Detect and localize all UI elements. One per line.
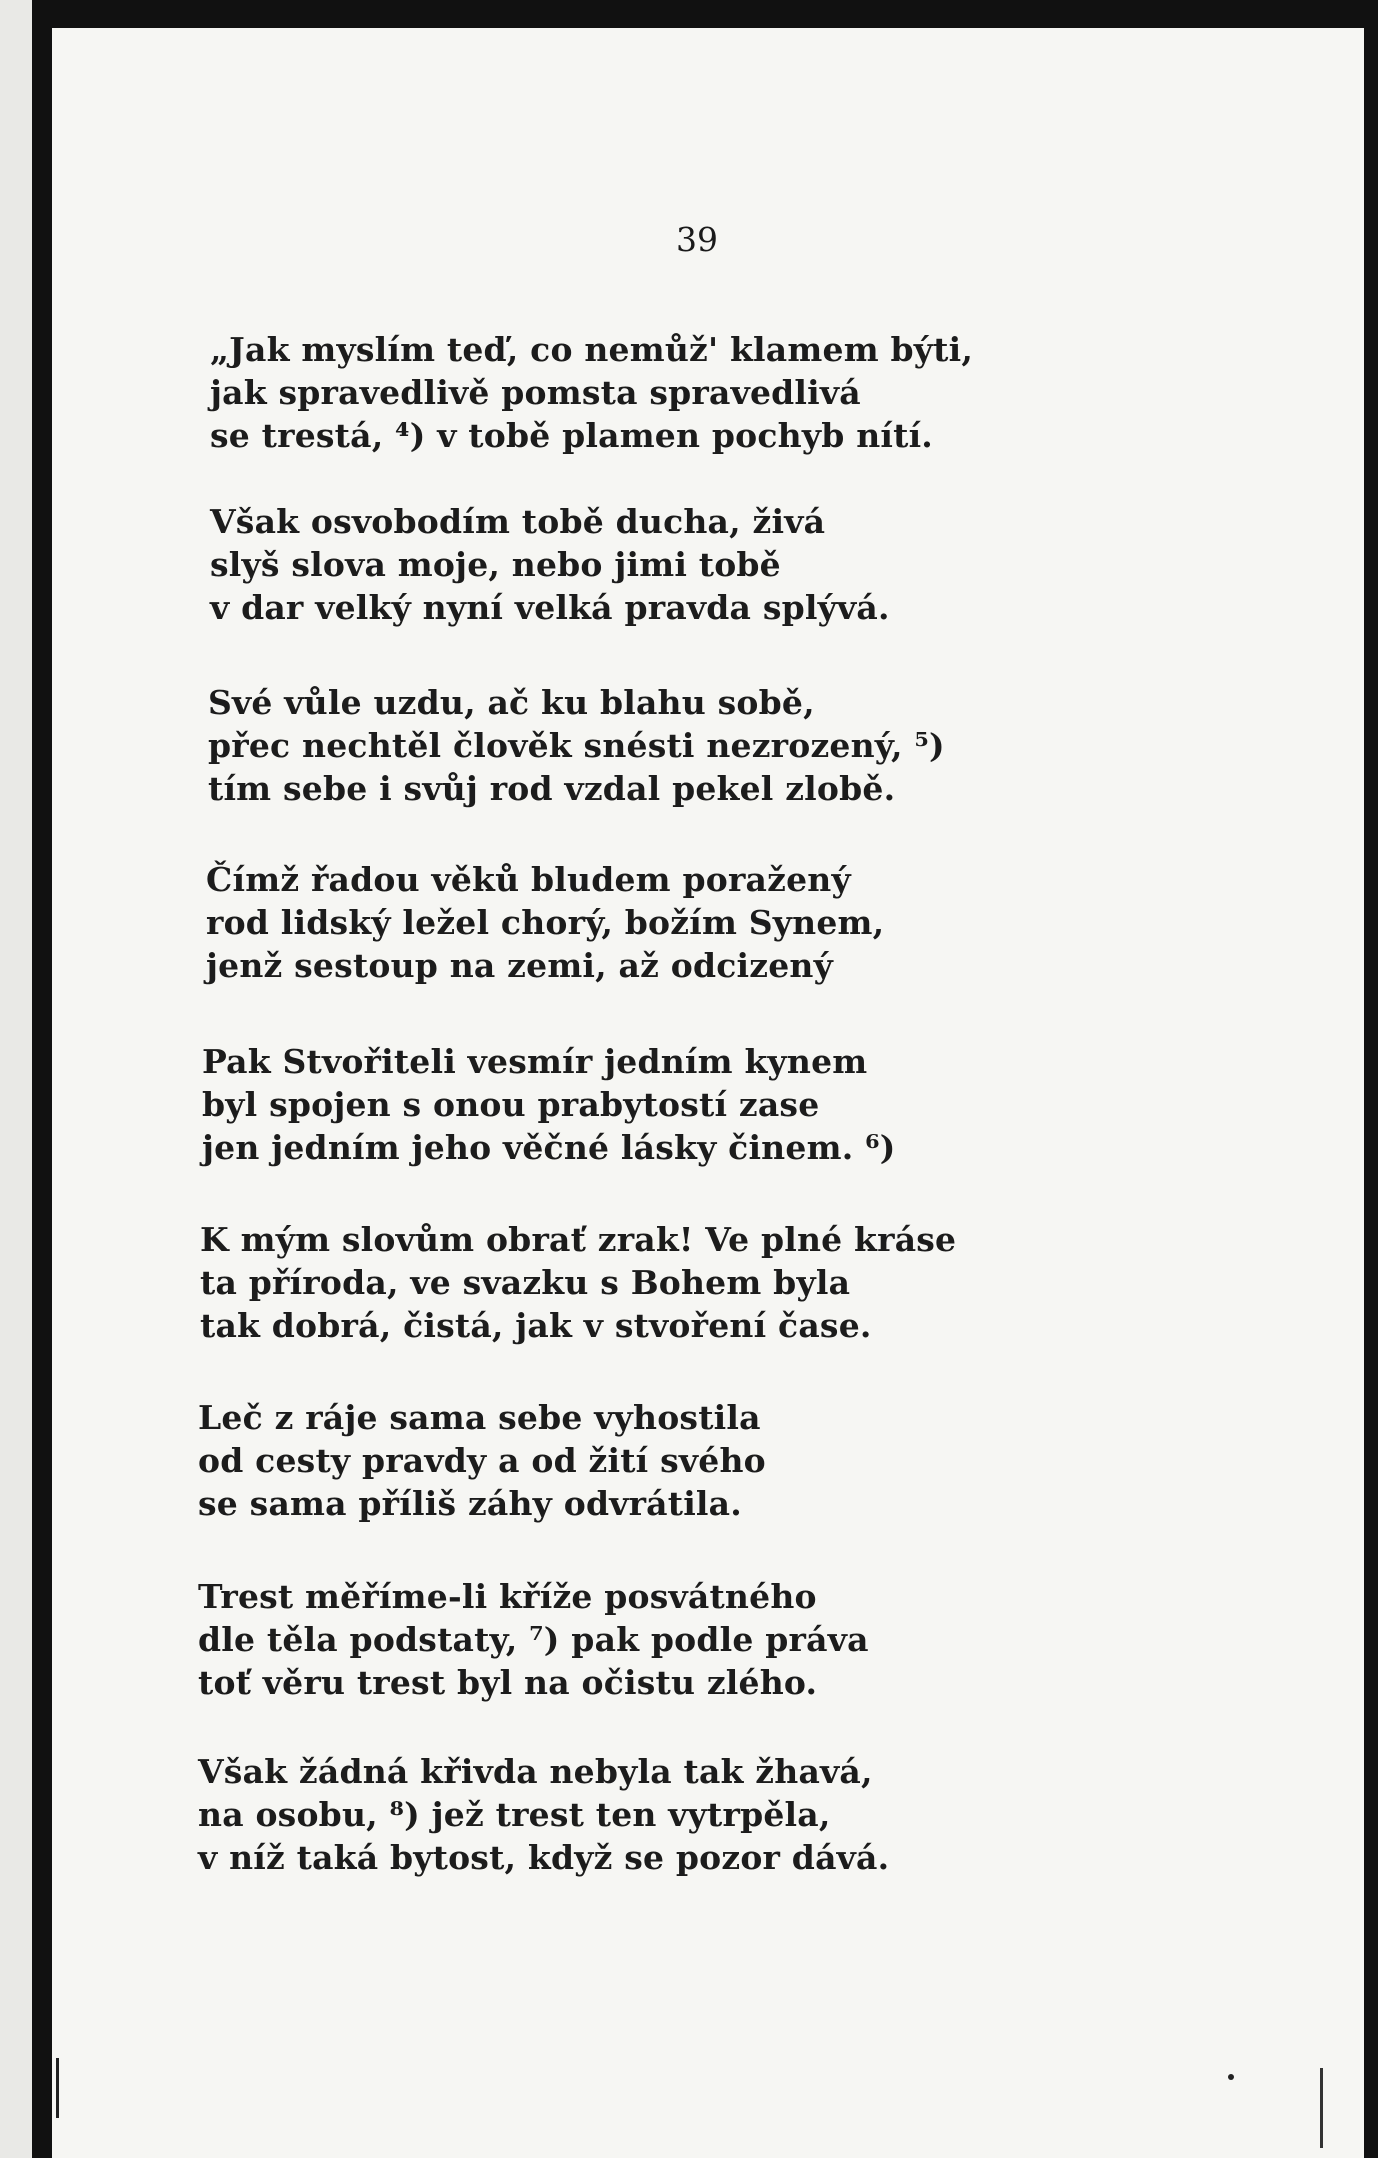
scan-speck: [1228, 2074, 1234, 2080]
verse-line: rod lidský ležel chorý, božím Synem,: [206, 903, 885, 942]
verse-line: byl spojen s onou prabytostí zase: [202, 1085, 820, 1124]
verse-line: v dar velký nyní velká pravda splývá.: [210, 588, 890, 627]
book-page: [52, 28, 1364, 2158]
verse-line: se sama příliš záhy odvrátila.: [198, 1484, 742, 1523]
verse-line: Své vůle uzdu, ač ku blahu sobě,: [208, 683, 815, 722]
verse-line: tím sebe i svůj rod vzdal pekel zlobě.: [208, 769, 896, 808]
verse-line: Však osvobodím tobě ducha, živá: [210, 502, 826, 541]
verse-line: Čímž řadou věků bludem poražený: [206, 860, 851, 899]
verse-line: Leč z ráje sama sebe vyhostila: [198, 1398, 761, 1437]
stanza-5: [202, 1040, 896, 1169]
verse-line: toť věru trest byl na očistu zlého.: [198, 1663, 818, 1702]
stanza-8: [198, 1575, 869, 1704]
verse-line: jenž sestoup na zemi, až odcizený: [206, 946, 833, 985]
verse-line: jen jedním jeho věčné lásky činem. ⁶): [202, 1128, 896, 1167]
verse-line: ta příroda, ve svazku s Bohem byla: [200, 1263, 851, 1302]
verse-line: slyš slova moje, nebo jimi tobě: [210, 545, 781, 584]
stanza-1: [210, 328, 973, 457]
verse-line: Trest měříme-li kříže posvátného: [198, 1577, 817, 1616]
verse-line: v níž taká bytost, když se pozor dává.: [198, 1838, 890, 1877]
verse-line: K mým slovům obrať zrak! Ve plné kráse: [200, 1220, 957, 1259]
verse-line: Pak Stvořiteli vesmír jedním kynem: [202, 1042, 868, 1081]
verse-line: „Jak myslím teď, co nemůž' klamem býti,: [210, 330, 974, 369]
verse-line: se trestá, ⁴) v tobě plamen pochyb nítí.: [210, 416, 933, 455]
stanza-9: [198, 1750, 889, 1879]
stanza-7: [198, 1396, 766, 1525]
scan-mark: [1320, 2068, 1323, 2148]
verse-line: Však žádná křivda nebyla tak žhavá,: [198, 1752, 873, 1791]
verse-line: tak dobrá, čistá, jak v stvoření čase.: [200, 1306, 872, 1345]
verse-line: přec nechtěl člověk snésti nezrozený, ⁵): [208, 726, 945, 765]
stanza-2: [210, 500, 890, 629]
scan-mark: [56, 2058, 59, 2118]
left-page-edge: [0, 0, 32, 2158]
verse-line: od cesty pravdy a od žití svého: [198, 1441, 766, 1480]
verse-line: dle těla podstaty, ⁷) pak podle práva: [198, 1620, 869, 1659]
stanza-3: [208, 681, 945, 810]
verse-line: jak spravedlivě pomsta spravedlivá: [210, 373, 861, 412]
stanza-4: [206, 858, 884, 987]
page-number: 39: [676, 220, 718, 259]
verse-line: na osobu, ⁸) jež trest ten vytrpěla,: [198, 1795, 831, 1834]
stanza-6: [200, 1218, 956, 1347]
